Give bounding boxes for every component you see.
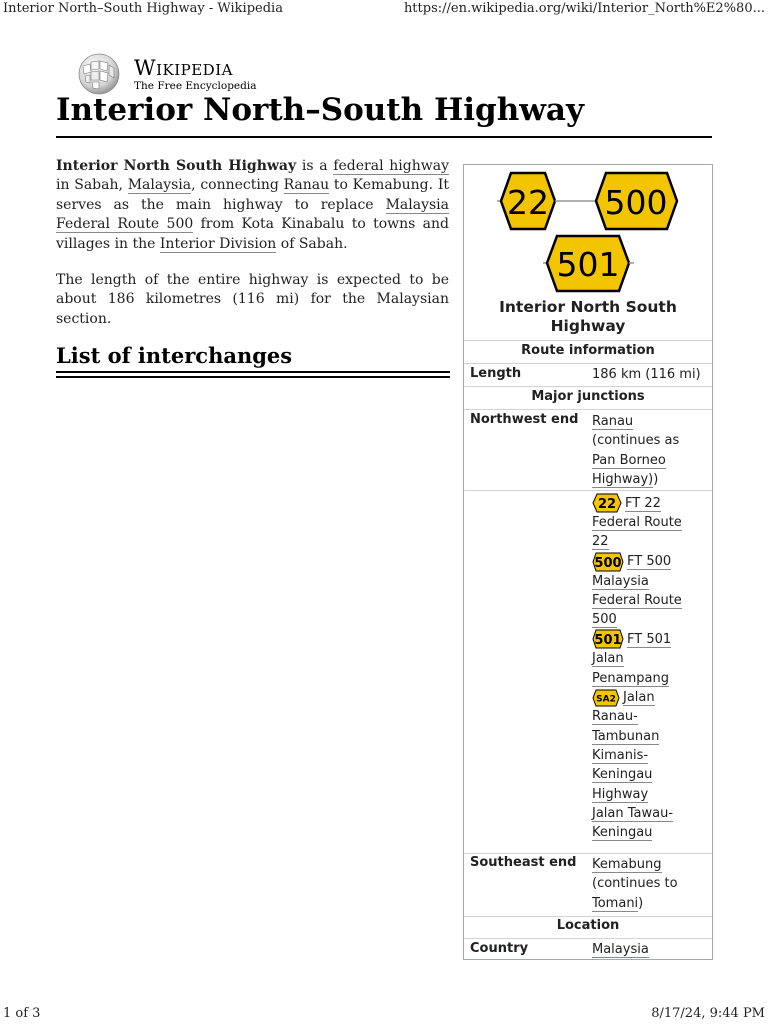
- link-federal-route-22[interactable]: Federal Route: [592, 515, 682, 530]
- infobox-divider: [464, 386, 712, 387]
- link-malaysia[interactable]: Malaysia: [127, 177, 192, 194]
- link-kimanis-keningau-cont2[interactable]: Highway: [592, 786, 649, 802]
- route-info-header: Route information: [521, 343, 655, 358]
- link-ft501[interactable]: FT 501: [627, 631, 672, 647]
- link-kimanis-keningau-cont[interactable]: Keningau: [592, 767, 653, 783]
- svg-text:500: 500: [594, 555, 622, 571]
- link-federal-route-22-cont[interactable]: 22: [592, 534, 609, 550]
- infobox-divider: [464, 853, 712, 854]
- junction-ft22: [592, 493, 682, 513]
- link-ranau[interactable]: Ranau: [283, 177, 330, 194]
- svg-text:501: 501: [594, 633, 622, 649]
- route-shield-501-small-icon: [592, 629, 624, 649]
- lead-paragraph: [56, 157, 449, 254]
- link-jalan-ranau-tambunan-cont[interactable]: Ranau-: [592, 709, 638, 725]
- page-title: Interior North–South Highway: [56, 92, 585, 128]
- title-divider: [56, 136, 712, 138]
- link-jalan-ranau-tambunan-cont2[interactable]: Tambunan: [592, 728, 660, 744]
- text: of Sabah.: [276, 235, 348, 252]
- link-malaysia-fr500[interactable]: Malaysia: [592, 573, 649, 589]
- link-federal-highway[interactable]: federal highway: [333, 158, 449, 174]
- route-shield-501-icon: [543, 236, 634, 291]
- link-malaysia-fr500-cont2[interactable]: 500: [592, 612, 617, 628]
- southeast-end-value: [592, 855, 678, 913]
- section-divider: [56, 371, 450, 373]
- southeast-end-label: Southeast end: [470, 855, 577, 870]
- location-header: Location: [556, 918, 620, 933]
- text: Tomani): [592, 895, 644, 911]
- shield-22-number: 22: [507, 183, 549, 222]
- link-malaysia-country[interactable]: Malaysia: [592, 942, 649, 957]
- infobox-title: Interior North South Highway: [499, 298, 677, 335]
- page-title-header: Interior North–South Highway - Wikipedia: [3, 1, 283, 16]
- link-pan-borneo-cont[interactable]: Highway): [592, 471, 654, 487]
- shield-500-number: 500: [604, 183, 668, 222]
- junction-sa2: [592, 688, 682, 707]
- length-paragraph: The length of the entire highway is expected to be about 186 kilometres (116 mi) for the Malaysian section.: [56, 272, 449, 327]
- text: is a: [296, 158, 334, 174]
- link-kimanis-keningau[interactable]: Kimanis-: [592, 747, 649, 763]
- link-pan-borneo[interactable]: Pan Borneo: [592, 452, 666, 468]
- svg-text:22: 22: [597, 497, 617, 512]
- text: ): [653, 471, 659, 487]
- link-interior-division[interactable]: Interior Division: [159, 235, 277, 252]
- link-jalan-penampang[interactable]: Jalan: [592, 651, 624, 667]
- section-divider: [56, 376, 450, 378]
- junction-ft501: [592, 629, 682, 649]
- infobox-divider: [464, 490, 712, 491]
- text: to Kemabung. It serves as the main highway to replace: [56, 177, 449, 213]
- country-label: Country: [470, 941, 529, 956]
- infobox-divider: [464, 938, 712, 939]
- wikipedia-logo[interactable]: [74, 52, 274, 96]
- link-ft500[interactable]: FT 500: [627, 554, 672, 570]
- route-shield-22-small-icon: [592, 493, 622, 513]
- route-shield-500-icon: [596, 173, 677, 229]
- print-header: [0, 0, 768, 20]
- link-ranau-infobox[interactable]: Ranau: [592, 414, 634, 429]
- text: (continues to: [592, 876, 678, 892]
- northwest-end-value: [592, 412, 679, 489]
- link-kemabung[interactable]: Kemabung: [592, 857, 662, 872]
- link-tomani[interactable]: Tomani: [592, 895, 639, 911]
- link-malaysia-fr500-cont[interactable]: Federal Route: [592, 592, 682, 608]
- route-shield-500-small-icon: [592, 552, 624, 572]
- wikipedia-wordmark: Wikipedia: [134, 56, 233, 80]
- link-jalan-penampang-cont[interactable]: Penampang: [592, 670, 669, 686]
- article-subject: Interior North South Highway: [56, 158, 297, 174]
- route-shield-22-icon: [497, 173, 595, 229]
- link-jalan-tawau-keningau[interactable]: Jalan Tawau-: [592, 805, 674, 821]
- infobox-divider: [464, 363, 712, 364]
- length-value: 186 km (116 mi): [592, 367, 701, 382]
- link-ft22[interactable]: FT 22: [625, 495, 661, 511]
- page-counter: 1 of 3: [3, 1006, 41, 1021]
- link-federal-route-500[interactable]: Malaysia Federal Route 500: [56, 196, 449, 233]
- major-junctions-header: Major junctions: [531, 389, 645, 404]
- junction-ft500: [592, 552, 682, 572]
- route-shields: [464, 165, 712, 295]
- shield-501-number: 501: [556, 245, 620, 284]
- northwest-end-label: Northwest end: [470, 412, 579, 427]
- wikipedia-tagline: The Free Encyclopedia: [134, 80, 257, 92]
- route-shield-sa2-small-icon: [592, 689, 620, 707]
- infobox-divider: [464, 409, 712, 410]
- link-jalan-ranau-tambunan[interactable]: Jalan: [623, 690, 655, 706]
- wikipedia-globe-icon: [74, 52, 124, 96]
- svg-text:SA2: SA2: [596, 694, 616, 705]
- link-jalan-tawau-keningau-cont[interactable]: Keningau: [592, 825, 653, 841]
- text: in Sabah,: [56, 177, 128, 194]
- page-url: https://en.wikipedia.org/wiki/Interior_North%E2%80...: [403, 1, 765, 16]
- text: from Kota Kinabalu to towns and villages in the: [56, 216, 449, 252]
- text: (continues as: [592, 433, 680, 449]
- length-label: Length: [470, 366, 522, 381]
- print-datetime: 8/17/24, 9:44 PM: [651, 1006, 765, 1021]
- section-heading-interchanges: List of interchanges: [56, 343, 293, 368]
- print-footer: [0, 1004, 768, 1024]
- infobox-divider: [464, 916, 712, 917]
- text: , connecting: [191, 177, 284, 194]
- infobox: [463, 164, 713, 960]
- junctions-list: [592, 493, 682, 842]
- infobox-divider: [464, 340, 712, 341]
